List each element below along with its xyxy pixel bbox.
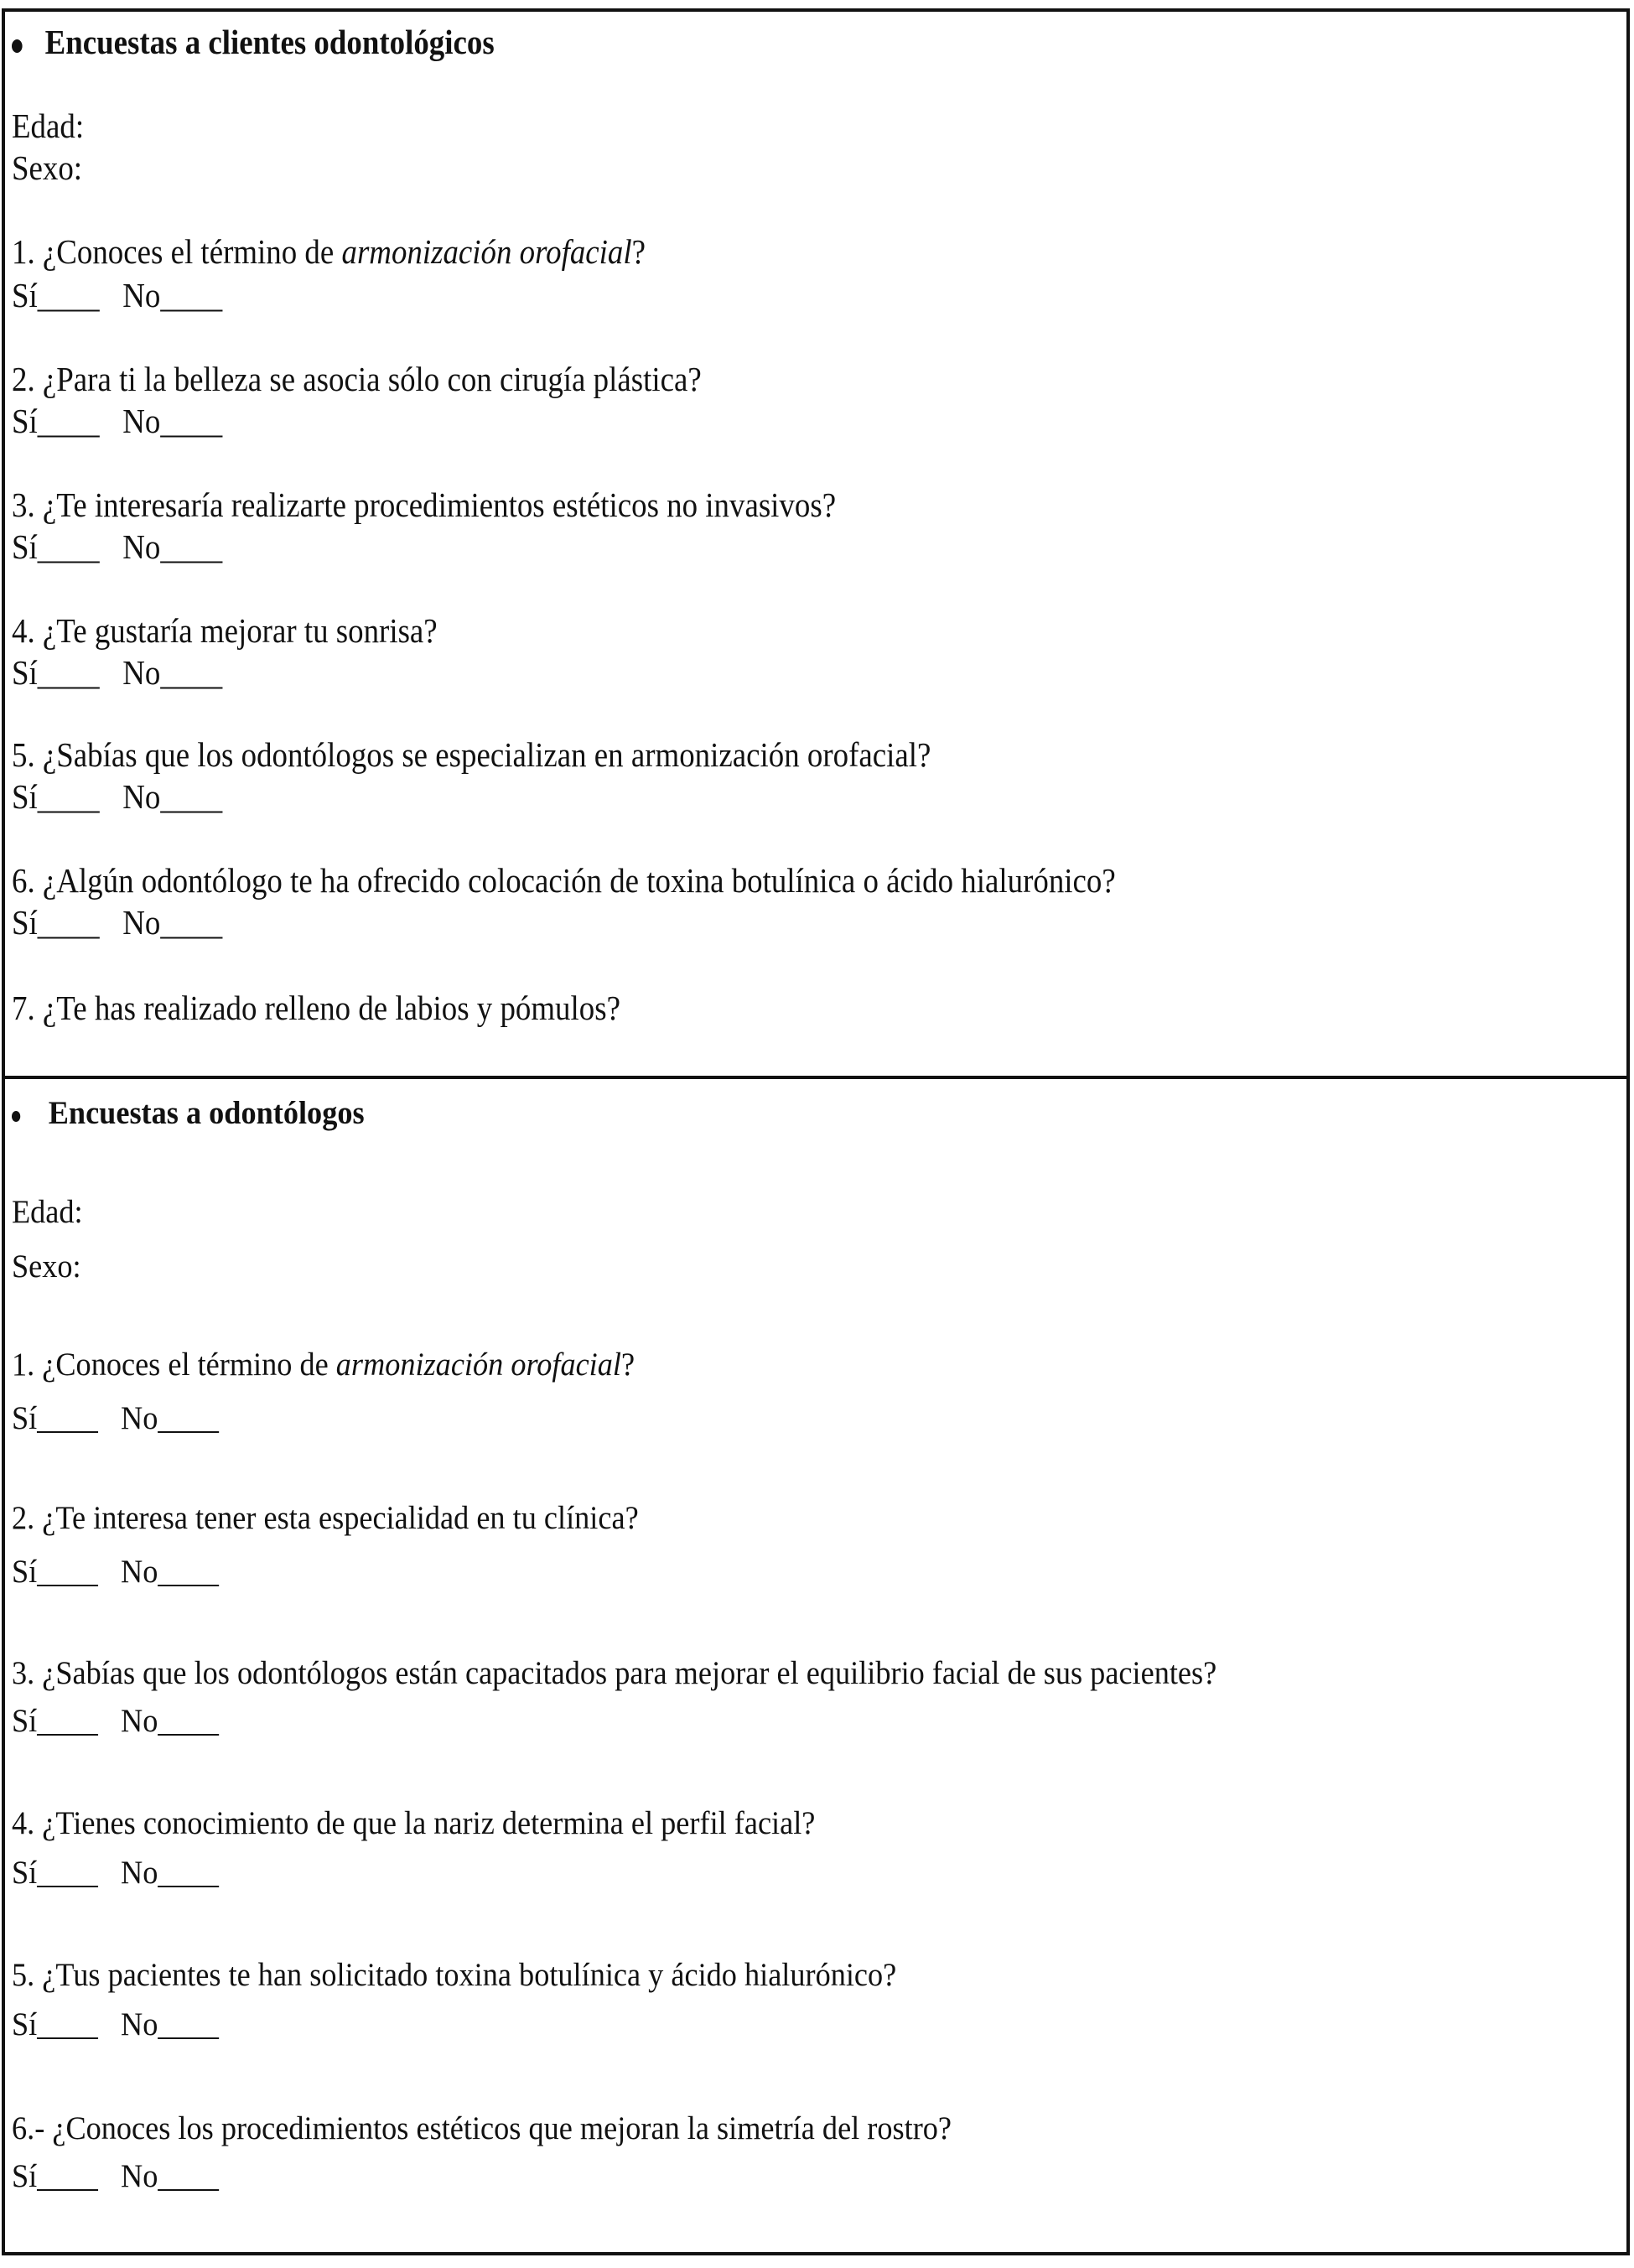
answer-row-3 (12, 526, 222, 568)
question-2 (12, 358, 702, 400)
answer-no-blank[interactable]: No____ (122, 276, 223, 314)
answer-yes-blank[interactable]: Sí____ (12, 2158, 98, 2194)
question-3 (12, 1653, 1216, 1695)
question-4 (12, 610, 438, 651)
answer-yes-blank[interactable]: Sí____ (12, 1400, 98, 1436)
question-5 (12, 1954, 896, 1996)
answer-row-1 (12, 274, 222, 316)
answer-row-6 (12, 2156, 219, 2198)
question-text: 5. ¿Sabías que los odontólogos se especializan en armonización orofacial? (12, 735, 931, 774)
answer-yes-blank[interactable]: Sí____ (12, 402, 100, 440)
question-text: 5. ¿Tus pacientes te han solicitado toxina botulínica y ácido hialurónico? (12, 1957, 897, 1993)
answer-row-5 (12, 2004, 219, 2046)
question-emphasis: armonización orofacial (341, 232, 632, 271)
section-title: Encuestas a clientes odontológicos (44, 23, 495, 61)
age-label: Edad: (12, 106, 85, 145)
question-text: 7. ¿Te has realizado relleno de labios y pómulos? (12, 989, 620, 1027)
question-4 (12, 1803, 815, 1845)
bullet-icon (12, 1111, 20, 1122)
question-text: 6.- ¿Conoces los procedimientos estéticos que mejoran la simetría del rostro? (12, 2110, 952, 2146)
question-6 (12, 859, 1116, 901)
answer-no-blank[interactable]: No____ (122, 402, 223, 440)
age-label: Edad: (12, 1194, 83, 1230)
question-3 (12, 484, 836, 526)
sex-field (12, 1246, 81, 1288)
section-heading (12, 21, 495, 63)
answer-yes-blank[interactable]: Sí____ (12, 1703, 98, 1739)
section-heading (12, 1092, 365, 1134)
bullet-icon (12, 39, 23, 53)
question-text: 2. ¿Para ti la belleza se asocia sólo con cirugía plástica? (12, 360, 702, 398)
question-text: 1. ¿Conoces el término de (12, 1347, 336, 1383)
answer-yes-blank[interactable]: Sí____ (12, 653, 100, 692)
answer-row-6 (12, 901, 222, 943)
question-7 (12, 987, 620, 1029)
answer-no-blank[interactable]: No____ (120, 2158, 219, 2194)
answer-yes-blank[interactable]: Sí____ (12, 1855, 98, 1891)
sex-label: Sexo: (12, 148, 83, 187)
answer-no-blank[interactable]: No____ (122, 653, 223, 692)
answer-yes-blank[interactable]: Sí____ (12, 2006, 98, 2042)
question-end: ? (620, 1347, 635, 1383)
answer-no-blank[interactable]: No____ (120, 1703, 219, 1739)
question-text: 2. ¿Te interesa tener esta especialidad en tu clínica? (12, 1500, 639, 1536)
question-text: 1. ¿Conoces el término de (12, 232, 342, 271)
answer-no-blank[interactable]: No____ (120, 2006, 219, 2042)
answer-no-blank[interactable]: No____ (120, 1400, 219, 1436)
sex-field (12, 147, 82, 189)
question-5 (12, 734, 931, 776)
answer-yes-blank[interactable]: Sí____ (12, 527, 100, 566)
answer-yes-blank[interactable]: Sí____ (12, 1554, 98, 1590)
answer-row-2 (12, 400, 222, 442)
question-emphasis: armonización orofacial (335, 1347, 621, 1383)
section-divider (2, 1076, 1630, 1079)
answer-yes-blank[interactable]: Sí____ (12, 276, 100, 314)
age-field (12, 1191, 83, 1233)
age-field (12, 105, 84, 147)
answer-no-blank[interactable]: No____ (120, 1554, 219, 1590)
answer-row-4 (12, 1852, 219, 1894)
question-text: 3. ¿Te interesaría realizarte procedimientos estéticos no invasivos? (12, 485, 837, 524)
question-end: ? (631, 232, 646, 271)
question-6 (12, 2108, 952, 2150)
answer-yes-blank[interactable]: Sí____ (12, 903, 100, 942)
answer-no-blank[interactable]: No____ (120, 1855, 219, 1891)
answer-no-blank[interactable]: No____ (122, 527, 223, 566)
answer-row-5 (12, 776, 222, 817)
question-1 (12, 1344, 635, 1386)
question-text: 4. ¿Te gustaría mejorar tu sonrisa? (12, 611, 438, 650)
question-text: 3. ¿Sabías que los odontólogos están capacitados para mejorar el equilibrio facial de sus pacientes? (12, 1655, 1217, 1691)
section-title: Encuestas a odontólogos (48, 1095, 365, 1131)
answer-row-4 (12, 651, 222, 693)
answer-no-blank[interactable]: No____ (122, 777, 223, 816)
question-2 (12, 1497, 639, 1539)
answer-row-2 (12, 1551, 219, 1593)
answer-row-3 (12, 1700, 219, 1742)
answer-row-1 (12, 1398, 219, 1440)
question-text: 6. ¿Algún odontólogo te ha ofrecido colocación de toxina botulínica o ácido hialurónico? (12, 861, 1116, 900)
answer-no-blank[interactable]: No____ (122, 903, 223, 942)
answer-yes-blank[interactable]: Sí____ (12, 777, 100, 816)
sex-label: Sexo: (12, 1248, 81, 1285)
question-text: 4. ¿Tienes conocimiento de que la nariz determina el perfil facial? (12, 1805, 816, 1841)
question-1 (12, 231, 646, 272)
